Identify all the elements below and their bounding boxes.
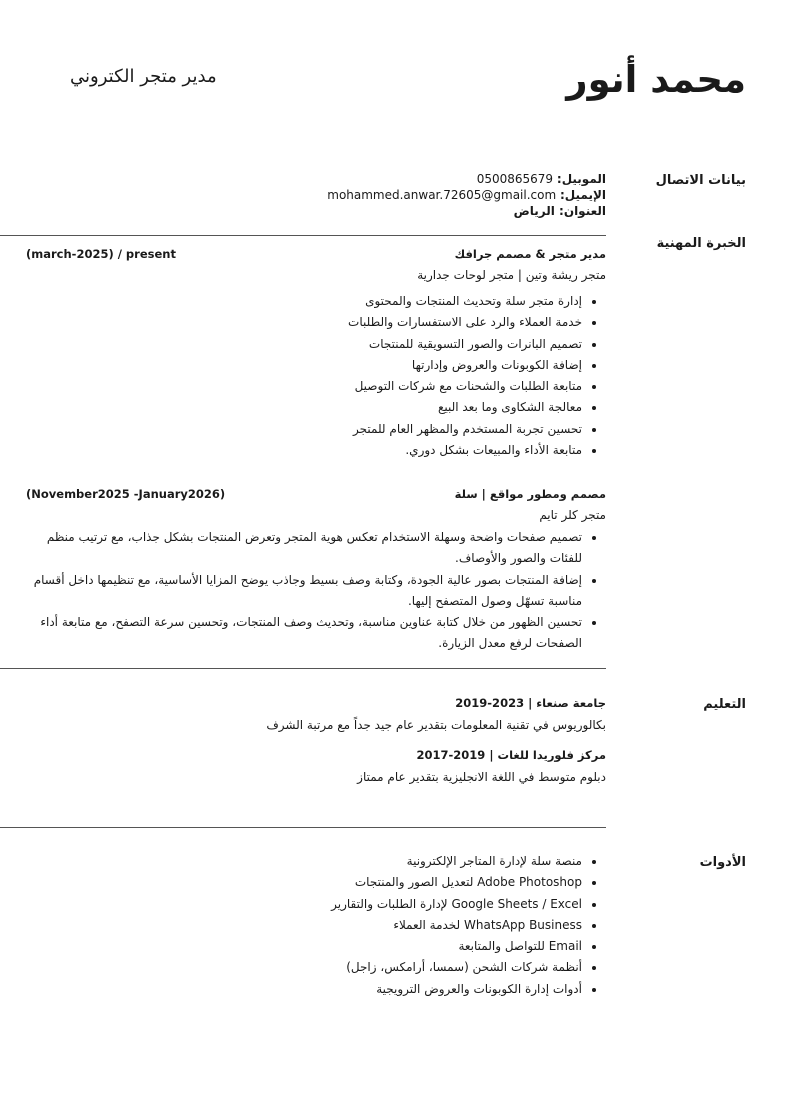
list-item: • خدمة العملاء والرد على الاستفسارات والطلبات	[26, 312, 582, 333]
job-header	[26, 486, 606, 502]
address-value: الرياض	[513, 204, 555, 218]
email-label: الإيميل:	[559, 188, 606, 202]
section-label-education: التعليم	[703, 697, 746, 712]
contact-phone-row	[26, 171, 606, 187]
list-item: • WhatsApp Business لخدمة العملاء	[26, 915, 582, 936]
school-years: 2017-2019	[416, 748, 486, 762]
list-item: • أنظمة شركات الشحن (سمسا، أرامكس، زاجل)	[26, 957, 582, 978]
tools-block	[26, 846, 606, 1000]
job-header	[26, 246, 606, 262]
job-entry	[26, 486, 606, 655]
education-detail: بكالوريوس في تقنية المعلومات بتقدير عام جيد جداً مع مرتبة الشرف	[266, 718, 606, 732]
school-name: مركز فلوريدا للغات	[497, 748, 606, 762]
job-entry	[26, 246, 606, 461]
education-entry-title: مركز فلوريدا للغات | 2017-2019	[416, 748, 606, 762]
job-title: مدير متجر الكتروني	[70, 66, 217, 87]
tools-list	[26, 851, 606, 1000]
list-item: • Email للتواصل والمتابعة	[26, 936, 582, 957]
email-value: mohammed.anwar.72605@gmail.com	[327, 188, 557, 202]
contact-block	[26, 171, 606, 219]
list-item: • تحسين تجربة المستخدم والمظهر العام للمتجر	[26, 419, 582, 440]
contact-address-row	[26, 203, 606, 219]
list-item: • تحسين الظهور من خلال كتابة عناوين مناسبة، وتحديث وصف المنتجات، وتحسين سرعة التصفح، مع متابعة أداء الصفحات لرفع معدل الزيارة.	[26, 612, 582, 655]
job-company: متجر ريشة وتين | متجر لوحات جدارية	[417, 268, 606, 282]
phone-label: الموبيل:	[556, 172, 606, 186]
candidate-name: محمد أنور	[566, 58, 746, 101]
list-item: • متابعة الطلبات والشحنات مع شركات التوصيل	[26, 376, 582, 397]
section-label-contact: بيانات الاتصال	[655, 173, 746, 188]
job-dates: (march-2025) / present	[26, 247, 176, 261]
education-entry-title: جامعة صنعاء | 2019-2023	[455, 696, 606, 710]
list-item: • معالجة الشكاوى وما بعد البيع	[26, 397, 582, 418]
list-item: • تصميم البانرات والصور التسويقية للمنتجات	[26, 334, 582, 355]
divider	[0, 668, 606, 669]
education-block	[26, 695, 606, 787]
education-detail: دبلوم متوسط في اللغة الانجليزية بتقدير عام ممتاز	[357, 770, 606, 784]
list-item: • متابعة الأداء والمبيعات بشكل دوري.	[26, 440, 582, 461]
list-item: • إضافة المنتجات بصور عالية الجودة، وكتابة وصف بسيط وجاذب يوضح المزايا الأساسية، مع تنظيمها داخل أقسام مناسبة تسهّل وصول المتصفح إليها.	[26, 570, 582, 613]
job-duties-list	[26, 527, 606, 655]
phone-value: 0500865679	[476, 172, 554, 186]
section-label-experience: الخبرة المهنية	[656, 236, 746, 251]
job-dates: (November2025 -January2026)	[26, 487, 226, 501]
list-item: • إدارة متجر سلة وتحديث المنتجات والمحتوى	[26, 291, 582, 312]
school-name: جامعة صنعاء	[536, 696, 606, 710]
list-item: • تصميم صفحات واضحة وسهلة الاستخدام تعكس هوية المتجر وتعرض المنتجات بشكل جذاب، مع ترتيب منظم للفئات والصور والأوصاف.	[26, 527, 582, 570]
job-role: مدير متجر & مصمم جرافك	[454, 247, 606, 261]
address-label: العنوان:	[559, 204, 606, 218]
list-item: • إضافة الكوبونات والعروض وإدارتها	[26, 355, 582, 376]
divider	[0, 235, 606, 236]
job-duties-list	[26, 291, 606, 461]
job-role: مصمم ومطور مواقع | سلة	[454, 487, 606, 501]
list-item: • منصة سلة لإدارة المتاجر الإلكترونية	[26, 851, 582, 872]
school-years: 2019-2023	[455, 696, 525, 710]
list-item: • Adobe Photoshop لتعديل الصور والمنتجات	[26, 872, 582, 893]
list-item: • Google Sheets / Excel لإدارة الطلبات والتقارير	[26, 894, 582, 915]
divider	[0, 827, 606, 828]
list-item: • أدوات إدارة الكوبونات والعروض الترويجية	[26, 979, 582, 1000]
job-company: متجر كلر تايم	[539, 508, 606, 522]
contact-email-row	[26, 187, 606, 203]
section-label-tools: الأدوات	[699, 855, 746, 870]
